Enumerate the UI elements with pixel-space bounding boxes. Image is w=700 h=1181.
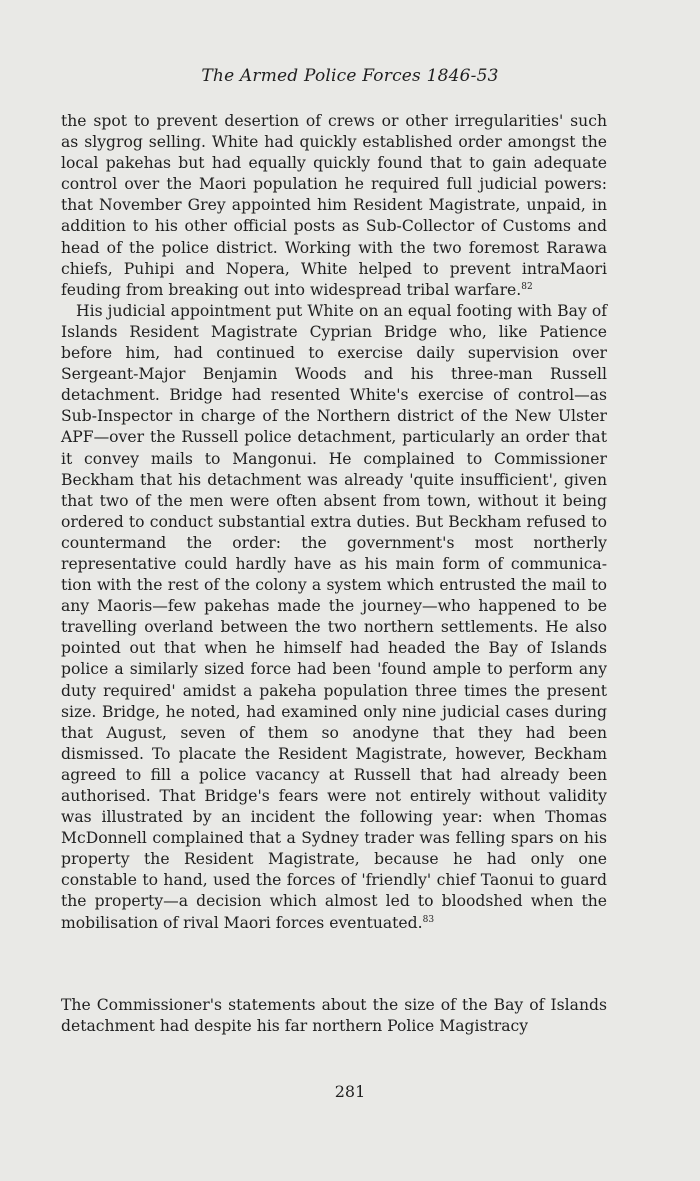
body-text-section-2 bbox=[61, 995, 607, 1037]
footnote-ref-83: 83 bbox=[422, 914, 435, 925]
body-text bbox=[61, 111, 607, 934]
paragraph-2 bbox=[61, 301, 607, 934]
paragraph-2-text: His judicial appointment put White on an equal footing with Bay of Islands Resident Magistrate Cyprian Bridge who, like Patience before him, had continued to exercise daily supervision over Sergeant-Major Benjamin Woods and his three-man Russell detachment. Bridge had resented White's exercise of control—as Sub-Inspector in charge of the Northern district of the New Ulster APF—over the Russell police detachment, particularly an order that it convey mails to Mangonui. He complained to Commissioner Beckham that his detachment was already 'quite insufficient', given that two of the men were often absent from town, without it being ordered to conduct substantial extra duties. But Beckham refused to countermand the order: the government's most northerly representative could hardly have as his main form of communica-tion with the rest of the colony a system which entrusted the mail to any Maoris—few pakehas made the journey—who happened to be travelling overland between the two northern settlements. He also pointed out that when he himself had headed the Bay of Islands police a similarly sized force had been 'found ample to perform any duty required' amidst a pakeha population three times the present size. Bridge, he noted, had examined only nine judicial cases during that August, seven of them so anodyne that they had been dismissed. To placate the Resident Magistrate, however, Beckham agreed to fill a police vacancy at Russell that had already been authorised. That Bridge's fears were not entirely without validity was illustrated by an incident the following year: when Thomas McDonnell complained that a Sydney trader was felling spars on his property the Resident Magistrate, because he had only one constable to hand, used the forces of 'friendly' chief Taonui to guard the property—a decision which almost led to bloodshed when the mobilisation of rival Maori forces eventuated. bbox=[61, 301, 607, 932]
page-number: 281 bbox=[334, 1082, 366, 1101]
footnote-ref-82: 82 bbox=[521, 281, 533, 292]
paragraph-3-text: The Commissioner's statements about the size of the Bay of Islands detachment had despite his far northern Police Magistracy bbox=[61, 996, 607, 1036]
paragraph-1-text: the spot to prevent desertion of crews or other irregularities' such as slygrog selling. White had quickly established order amongst the local pakehas but had equally quickly found that to gain adequate control over the Maori population he required full judicial powers: that November Grey appointed him Resident Magistrate, unpaid, in addition to his other official posts as Sub-Collector of Customs and head of the police district. Working with the two foremost Rarawa chiefs, Puhipi and Nopera, White helped to prevent intraMaori feuding from breaking out into widespread tribal warfare. bbox=[61, 112, 607, 299]
paragraph-3 bbox=[61, 995, 607, 1037]
running-head: The Armed Police Forces 1846-53 bbox=[201, 66, 499, 86]
paragraph-1 bbox=[61, 111, 607, 301]
